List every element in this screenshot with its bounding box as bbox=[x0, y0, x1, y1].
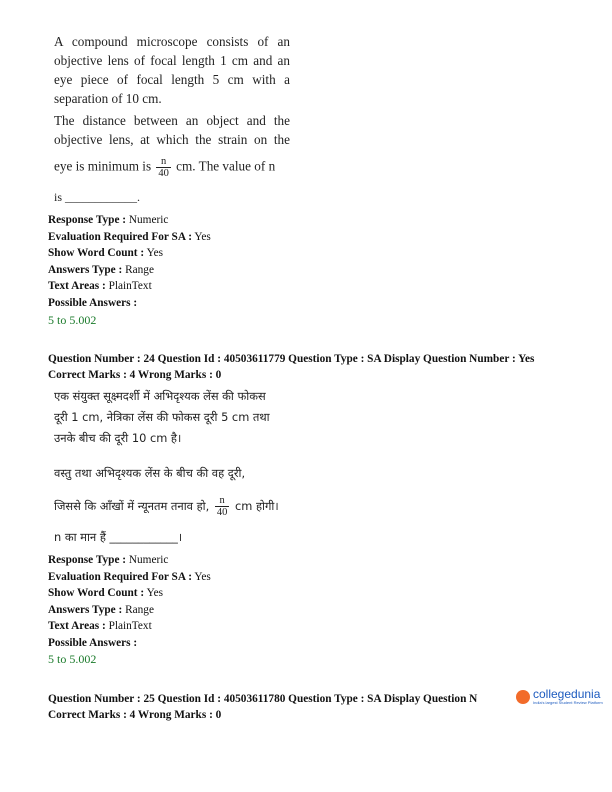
q24-blank-line: n का मान हैं ____________। bbox=[54, 530, 183, 544]
q24-fraction-numerator: n bbox=[215, 495, 230, 507]
meta-value: PlainText bbox=[108, 280, 152, 292]
q23-line: The distance between an object and the bbox=[54, 113, 290, 128]
meta-value: Yes bbox=[194, 230, 211, 243]
q23-eq-before: eye is minimum is bbox=[54, 158, 152, 174]
q23-meta-row bbox=[48, 295, 211, 312]
meta-label: Possible Answers : bbox=[48, 636, 138, 649]
q24-eq-before: जिससे कि आँखों में न्यूनतम तनाव हो, bbox=[54, 499, 210, 513]
q24-line: उनके बीच की दूरी 10 cm है। bbox=[54, 431, 182, 445]
meta-label: Show Word Count : bbox=[48, 587, 145, 599]
q23-meta-row bbox=[48, 278, 211, 295]
meta-value: Yes bbox=[194, 570, 211, 583]
meta-label: Evaluation Required For SA : bbox=[48, 570, 192, 583]
meta-value: Range bbox=[125, 603, 154, 616]
q24-fraction bbox=[215, 495, 230, 518]
logo-name: collegedunia bbox=[533, 687, 601, 701]
meta-label: Evaluation Required For SA : bbox=[48, 230, 192, 243]
q24-possible-answer: 5 to 5.002 bbox=[48, 652, 97, 666]
q24-header-line1: Question Number : 24 Question Id : 40503611779 Question Type : SA Display Question Number : Yes bbox=[48, 353, 535, 365]
q23-possible-answer: 5 to 5.002 bbox=[48, 313, 97, 327]
q24-meta-row bbox=[48, 618, 211, 635]
q24-meta-row bbox=[48, 635, 211, 652]
q24-meta-row bbox=[48, 602, 211, 619]
q23-equation-line bbox=[54, 156, 294, 179]
q23-line: objective lens of focal length 1 cm and an bbox=[54, 53, 290, 68]
q23-line: A compound microscope consists of an bbox=[54, 34, 290, 49]
meta-value: Numeric bbox=[128, 554, 169, 566]
q24-question-text bbox=[54, 386, 314, 484]
meta-label: Response Type : bbox=[48, 554, 127, 566]
q23-eq-after: cm. The value of n bbox=[176, 158, 276, 174]
meta-label: Text Areas : bbox=[48, 280, 106, 292]
meta-label: Answers Type : bbox=[48, 603, 123, 616]
q23-meta-row bbox=[48, 212, 211, 229]
q25-header-line2: Correct Marks : 4 Wrong Marks : 0 bbox=[48, 709, 222, 721]
logo-tagline: India's largest Student Review Platform bbox=[533, 700, 603, 705]
meta-label: Response Type : bbox=[48, 214, 127, 226]
meta-value: Range bbox=[125, 263, 154, 276]
q23-line: eye piece of focal length 5 cm with a bbox=[54, 72, 290, 87]
logo-mark-icon bbox=[516, 690, 530, 704]
q24-meta-row bbox=[48, 569, 211, 586]
q23-blank-line: is ____________. bbox=[54, 190, 141, 204]
q24-meta-row bbox=[48, 585, 211, 602]
q25-header-line1: Question Number : 25 Question Id : 40503611780 Question Type : SA Display Question N bbox=[48, 693, 478, 705]
meta-value: PlainText bbox=[108, 620, 152, 632]
q24-header bbox=[48, 351, 534, 383]
q24-line: वस्तु तथा अभिदृश्यक लेंस के बीच की वह दूरी, bbox=[54, 466, 246, 480]
q23-meta-row bbox=[48, 245, 211, 262]
q23-fraction-denominator: 40 bbox=[158, 168, 169, 179]
q24-meta-block bbox=[48, 552, 211, 651]
meta-label: Text Areas : bbox=[48, 620, 106, 632]
q23-line: separation of 10 cm. bbox=[54, 91, 162, 106]
q23-fraction bbox=[156, 156, 171, 179]
q23-fraction-numerator: n bbox=[156, 156, 171, 168]
meta-value: Yes bbox=[146, 587, 164, 599]
q24-line: दूरी 1 cm, नेत्रिका लेंस की फोकस दूरी 5 cm तथा bbox=[54, 410, 270, 424]
collegedunia-logo bbox=[516, 688, 603, 705]
q23-meta-row bbox=[48, 262, 211, 279]
meta-label: Show Word Count : bbox=[48, 247, 145, 259]
q25-header bbox=[48, 691, 477, 723]
meta-value: Yes bbox=[146, 247, 164, 259]
q23-question-text bbox=[54, 32, 290, 149]
q24-header-line2: Correct Marks : 4 Wrong Marks : 0 bbox=[48, 369, 222, 381]
meta-label: Answers Type : bbox=[48, 263, 123, 276]
q24-equation-line bbox=[54, 495, 279, 518]
q23-meta-row bbox=[48, 229, 211, 246]
q24-meta-row bbox=[48, 552, 211, 569]
q24-fraction-denominator: 40 bbox=[216, 507, 228, 518]
q23-line: objective lens, at which the strain on the bbox=[54, 132, 290, 147]
q24-eq-after: cm होगी। bbox=[235, 499, 279, 513]
q23-meta-block bbox=[48, 212, 211, 311]
meta-label: Possible Answers : bbox=[48, 296, 138, 309]
meta-value: Numeric bbox=[128, 214, 169, 226]
q24-line: एक संयुक्त सूक्ष्मदर्शी में अभिदृश्यक लेंस की फोकस bbox=[54, 389, 266, 403]
